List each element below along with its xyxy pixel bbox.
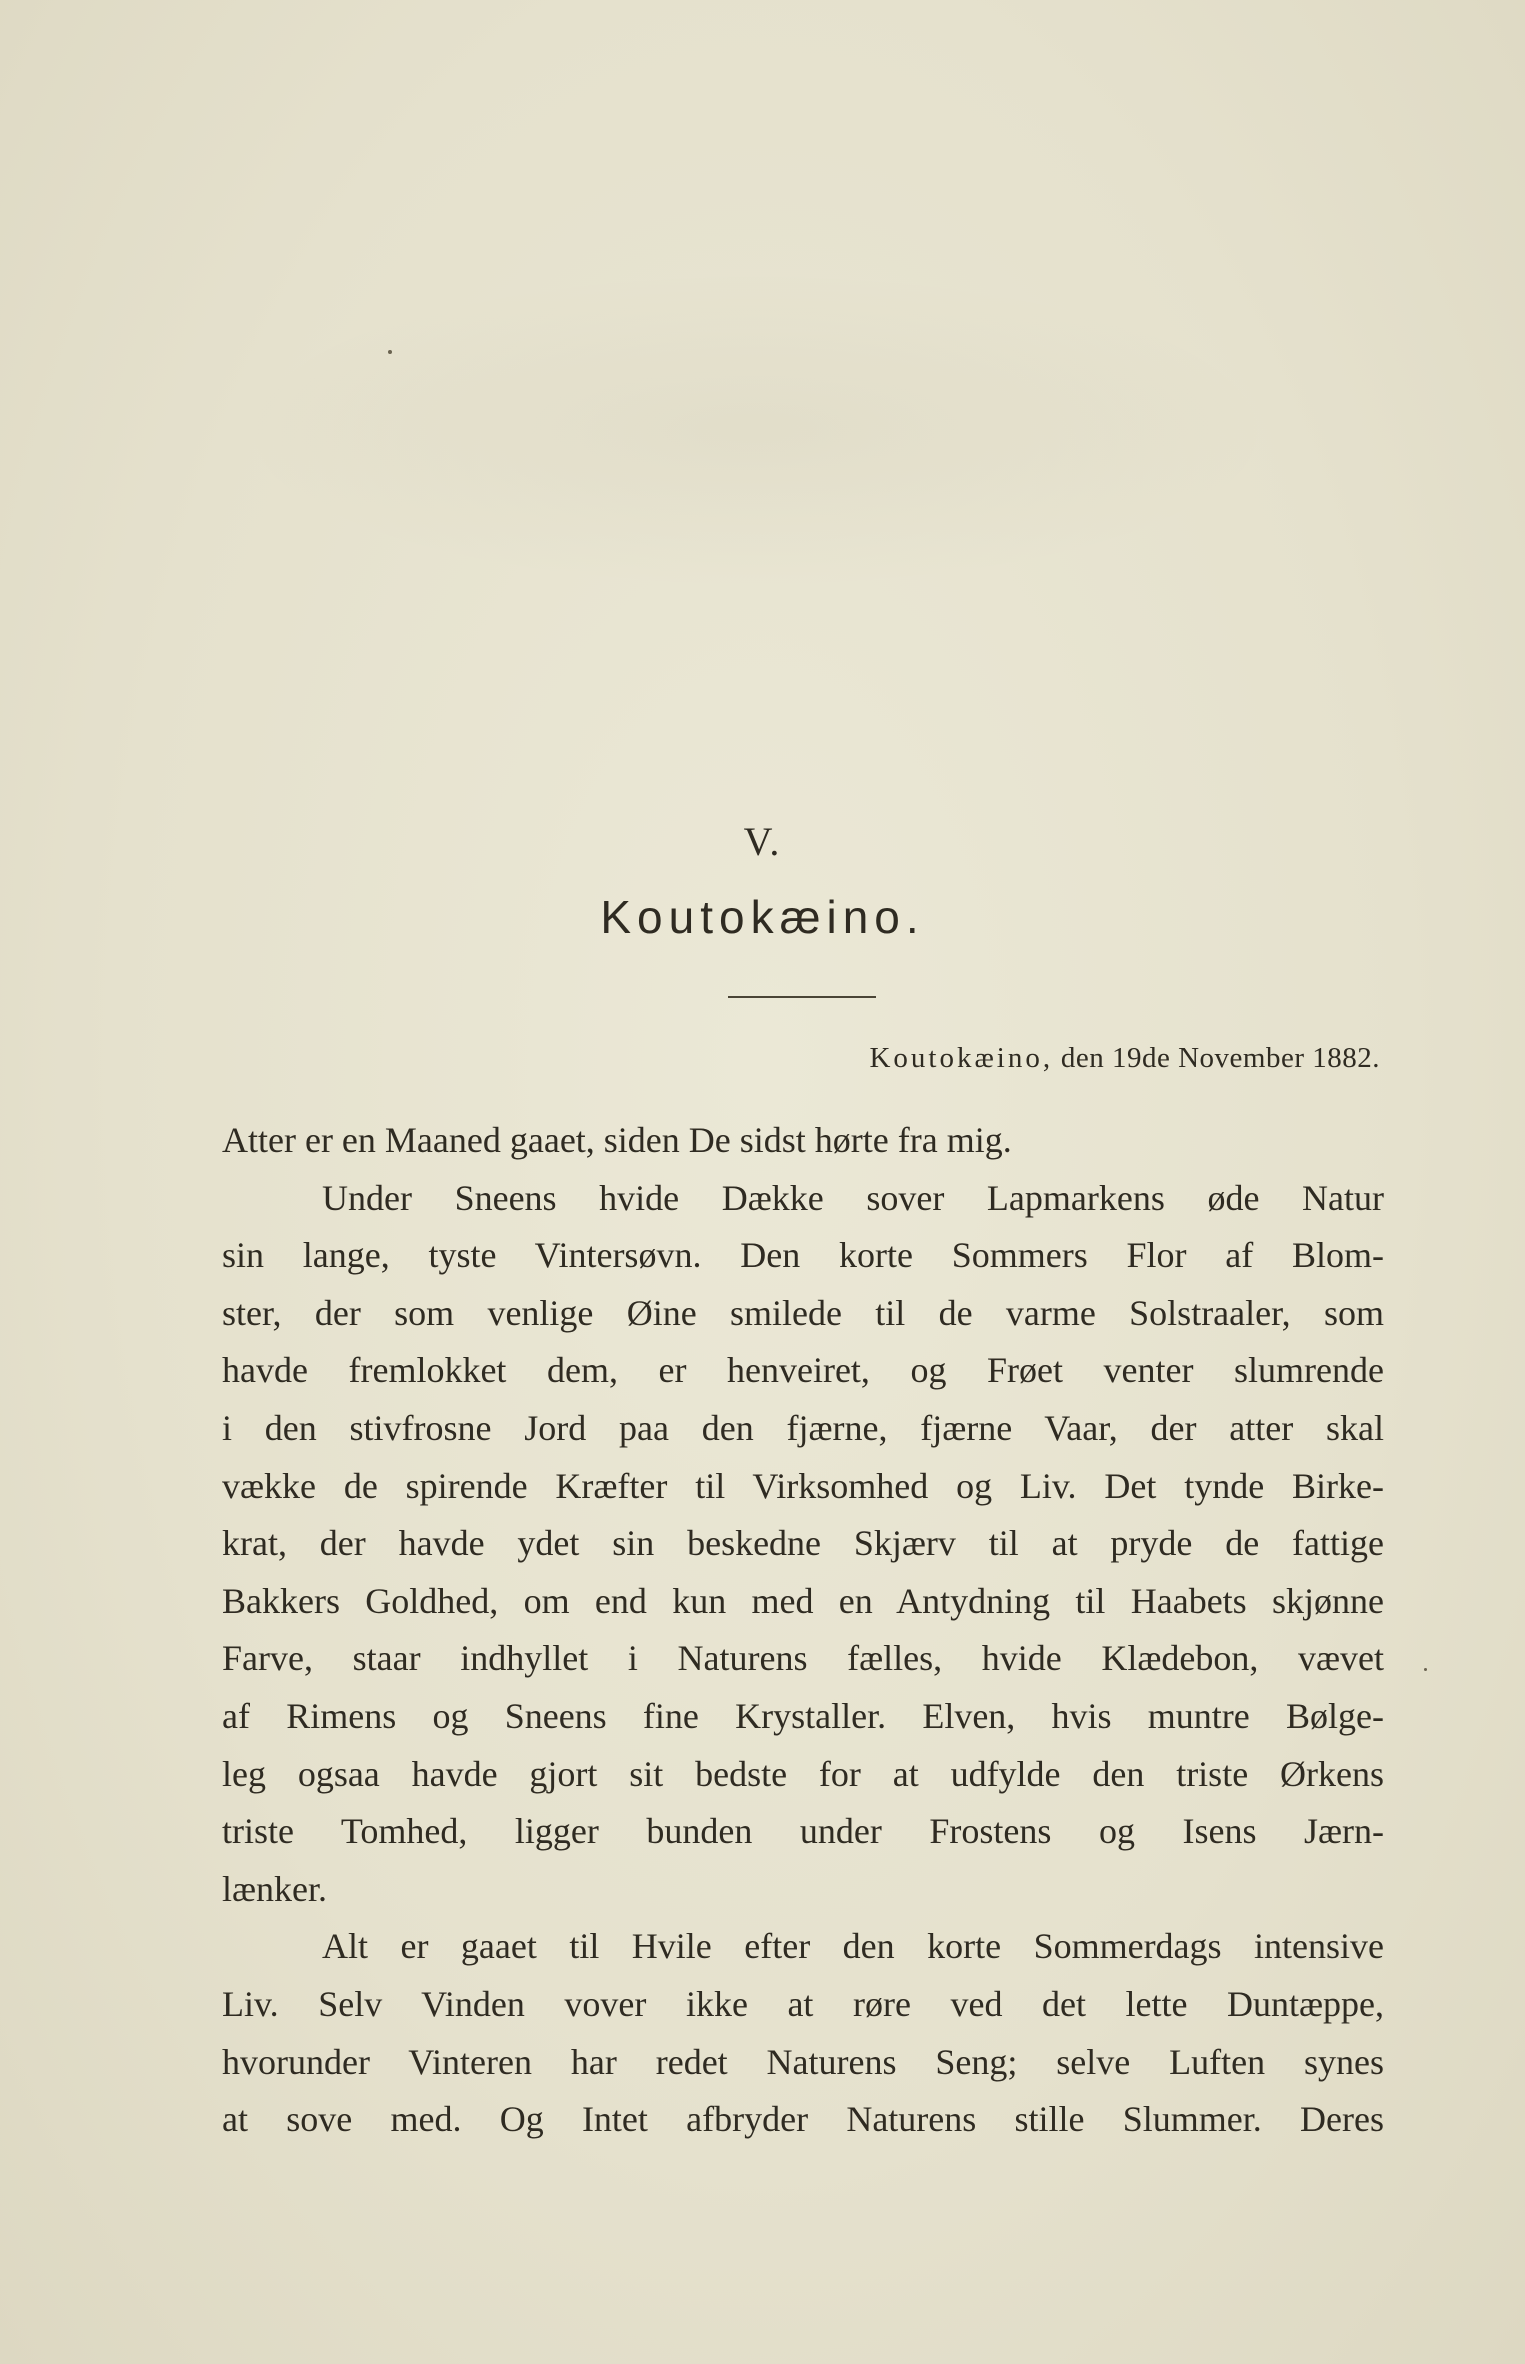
text-line: krat, der havde ydet sin beskedne Skjærv til at pryde de fattige: [222, 1523, 1384, 1564]
text-line: Under Sneens hvide Dække sover Lapmarkens øde Natur: [322, 1177, 1384, 1218]
text-line: i den stivfrosne Jord paa den fjærne, fjærne Vaar, der atter skal: [222, 1407, 1384, 1448]
text-line: leg ogsaa havde gjort sit bedste for at udfylde den triste Ørkens: [222, 1753, 1384, 1794]
chapter-title: Koutokæino.: [600, 891, 925, 943]
text-line: Alt er gaaet til Hvile efter den korte Sommerdags intensive: [322, 1926, 1384, 1967]
text-line: Farve, staar indhyllet i Naturens fælles, hvide Klædebon, vævet: [222, 1638, 1384, 1679]
chapter-number: V.: [743, 819, 782, 864]
text-line: sin lange, tyste Vintersøvn. Den korte Sommers Flor af Blom-: [222, 1235, 1384, 1276]
text-line: Atter er en Maaned gaaet, siden De sidst hørte fra mig.: [222, 1120, 1012, 1160]
body-text: [222, 1112, 1384, 2149]
paper-speck: [388, 350, 392, 354]
text-line: lænker.: [222, 1868, 327, 1909]
text-line: vække de spirende Kræfter til Virksomhed og Liv. Det tynde Birke-: [222, 1465, 1384, 1506]
text-line: ster, der som venlige Øine smilede til de varme Solstraaler, som: [222, 1292, 1384, 1333]
show-through-shadow: [230, 270, 1280, 590]
text-line: hvorunder Vinteren har redet Naturens Seng; selve Luften synes: [222, 2041, 1384, 2082]
text-line: Bakkers Goldhed, om end kun med en Antydning til Haabets skjønne: [222, 1580, 1384, 1621]
dateline-date: den 19de November 1882.: [1060, 1042, 1380, 1074]
text-line: Liv. Selv Vinden vover ikke at røre ved det lette Duntæppe,: [222, 1983, 1384, 2024]
text-line: af Rimens og Sneens fine Krystaller. Elven, hvis muntre Bølge-: [222, 1695, 1384, 1736]
dateline-place: Koutokæino,: [869, 1042, 1054, 1074]
text-line: at sove med. Og Intet afbryder Naturens stille Slummer. Deres: [222, 2099, 1384, 2140]
text-line: havde fremlokket dem, er henveiret, og Frøet venter slumrende: [222, 1350, 1384, 1391]
title-rule: [728, 996, 876, 998]
paper-speck: [1424, 1668, 1427, 1671]
dateline: [700, 1042, 1380, 1075]
text-line: triste Tomhed, ligger bunden under Frostens og Isens Jærn-: [222, 1811, 1384, 1852]
